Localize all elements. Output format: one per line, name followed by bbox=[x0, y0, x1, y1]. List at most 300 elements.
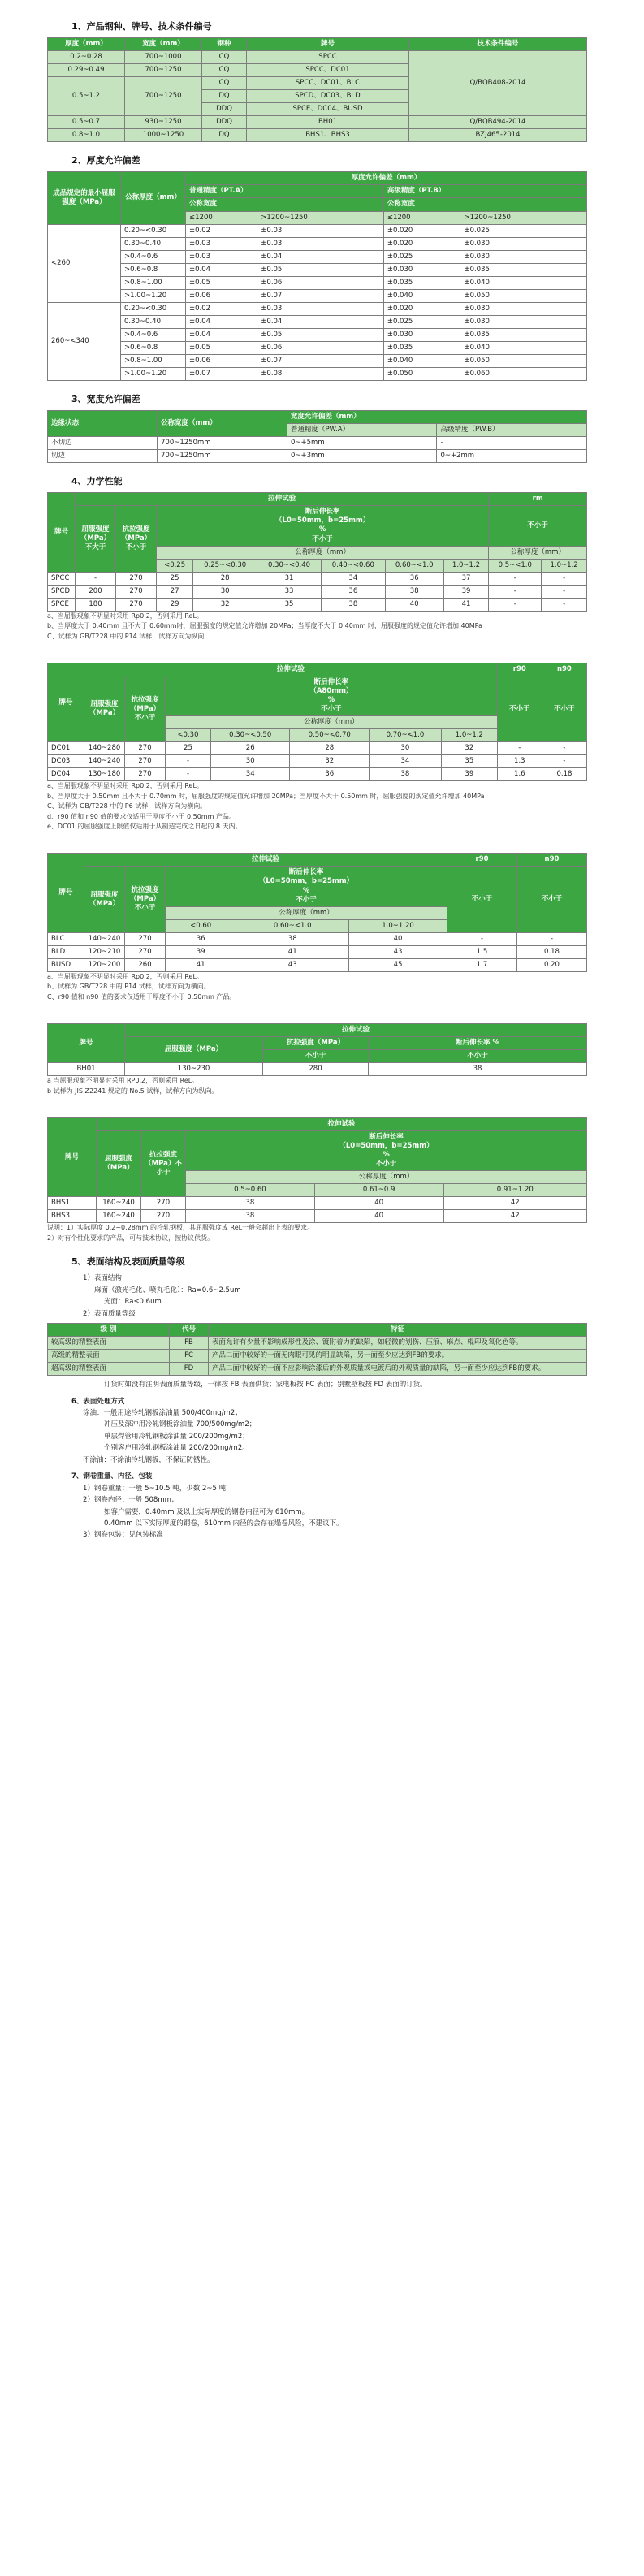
cell: ±0.03 bbox=[186, 237, 257, 250]
cell: ±0.06 bbox=[186, 289, 257, 302]
cell: 130~230 bbox=[125, 1063, 263, 1076]
cell: 260 bbox=[125, 958, 166, 971]
th-tensile-test: 拉伸试验 bbox=[125, 1024, 587, 1037]
cell: ±0.020 bbox=[383, 302, 460, 315]
cell: 产品二面中较好的一面无肉眼可见的明显缺陷，另一面至少应达到FB的要求。 bbox=[209, 1350, 587, 1363]
table-row bbox=[48, 958, 587, 971]
coil-line: 2）钢卷内径：一般 508mm； bbox=[83, 1496, 179, 1505]
cell: SPCD、DC03、BLD bbox=[247, 90, 409, 103]
cell: ±0.030 bbox=[460, 237, 587, 250]
note-line: b、当厚度大于 0.40mm 且不大于 0.60mm时，屈服强度的规定值允许增加 20MPa；当厚度不大于 0.40mm 时，屈服强度的规定值允许增加 40MPa bbox=[47, 622, 482, 630]
cell: 30 bbox=[193, 585, 257, 598]
cell: ±0.05 bbox=[186, 341, 257, 354]
cell: - bbox=[166, 755, 211, 768]
cell: 0~+5mm bbox=[287, 437, 437, 450]
cell: 42 bbox=[443, 1210, 586, 1223]
mech-table-spc-body bbox=[48, 572, 587, 611]
cell: FD bbox=[170, 1363, 209, 1376]
cell: BLC bbox=[48, 932, 84, 945]
th-n90: n90 bbox=[517, 854, 587, 867]
th-steel: 钢种 bbox=[202, 38, 247, 51]
th-ptb: 高级精度（PT.B） bbox=[383, 185, 586, 198]
th-tensile: 抗拉强度（MPa）不小于 bbox=[125, 867, 166, 932]
cell: CQ bbox=[202, 64, 247, 77]
th-t-col: <0.30 bbox=[166, 729, 211, 742]
cell: 200 bbox=[76, 585, 116, 598]
cell: 140~240 bbox=[84, 755, 125, 768]
cell: ±0.04 bbox=[186, 315, 257, 328]
cell: SPCC bbox=[48, 572, 76, 585]
cell: 700~1250mm bbox=[158, 437, 287, 450]
th-width: 宽度（mm） bbox=[125, 38, 202, 51]
th-tensile: 抗拉强度（MPa）不小于 bbox=[116, 506, 157, 572]
cell: ±0.07 bbox=[257, 355, 384, 368]
cell: BH01 bbox=[48, 1063, 125, 1076]
table-row bbox=[48, 1336, 587, 1349]
note-line: b、试样为 GB/T228 中的 P14 试样，试样方向为横向。 bbox=[47, 983, 210, 991]
th-nominal-thickness: 公称厚度（mm） bbox=[121, 172, 186, 224]
cell: - bbox=[489, 585, 542, 598]
cell: SPCE、DC04、BUSD bbox=[247, 103, 409, 116]
table-row bbox=[48, 129, 587, 142]
th-t-col: 1.0~1.2 bbox=[441, 729, 497, 742]
th-t-col: 0.60~<1.0 bbox=[236, 919, 349, 932]
th-width-tol: 宽度允许偏差（mm） bbox=[287, 411, 587, 424]
th-pwa: 普通精度（PW.A） bbox=[287, 424, 437, 437]
note-line: b、当厚度大于 0.50mm 且不大于 0.70mm 时，屈服强度的规定值允许增加 20MPa；当厚度不大于 0.50mm 时，屈服强度的规定值允许增加 40MPa bbox=[47, 792, 485, 800]
cell: 33 bbox=[257, 585, 322, 598]
treatment-line: 单层焊管用冷轧钢板涂油量 200/200mg/m2； bbox=[104, 1432, 249, 1441]
cell: - bbox=[497, 742, 542, 755]
note-line: C、试样为 GB/T228 中的 P6 试样，试样方向为横向。 bbox=[47, 802, 207, 810]
coil-info bbox=[71, 1471, 587, 1549]
cell: SPCC bbox=[247, 51, 409, 64]
th-tensile: 抗拉强度（MPa）不小于 bbox=[141, 1131, 186, 1197]
th-thickness: 厚度（mm） bbox=[48, 38, 125, 51]
cell: ±0.06 bbox=[257, 341, 384, 354]
cell: 40 bbox=[314, 1197, 443, 1210]
cell: BZJ465-2014 bbox=[409, 129, 587, 142]
cell: 高级的精整表面 bbox=[48, 1350, 170, 1363]
cell: 270 bbox=[141, 1197, 186, 1210]
width-tolerance-table bbox=[47, 410, 587, 463]
cell: 270 bbox=[116, 585, 157, 598]
note-line: d、r90 值和 n90 值的要求仅适用于厚度不小于 0.50mm 产品。 bbox=[47, 812, 236, 820]
cell: 36 bbox=[385, 572, 443, 585]
cell: 0.2~0.28 bbox=[48, 51, 125, 64]
th-n90-nls: 不小于 bbox=[542, 676, 586, 742]
table-row bbox=[48, 585, 587, 598]
th-nominal-thickness: 公称厚度（mm） bbox=[157, 546, 489, 559]
cell: - bbox=[542, 598, 587, 611]
table-row bbox=[48, 768, 587, 781]
cell: ±0.03 bbox=[257, 237, 384, 250]
table-row bbox=[48, 742, 587, 755]
th-elongation-nls: 不小于 bbox=[375, 1160, 397, 1169]
section-title-thickness-tolerance: 2、厚度允许偏差 bbox=[71, 155, 140, 166]
cell: ±0.025 bbox=[383, 250, 460, 263]
note-line: a、当屈服现象不明显时采用 Rp0.2，否则采用 ReL。 bbox=[47, 612, 203, 620]
table-row bbox=[48, 1210, 587, 1223]
cell: >0.8~1.00 bbox=[121, 355, 186, 368]
th-nominal-thickness: 公称厚度（mm） bbox=[166, 906, 447, 919]
th-grade: 牌号 bbox=[48, 1024, 125, 1063]
note-line: b 试样为 JIS Z2241 规定的 No.5 试样，试样方向为纵向。 bbox=[47, 1087, 218, 1095]
cell: 36 bbox=[166, 932, 236, 945]
cell: - bbox=[542, 572, 587, 585]
cell: 32 bbox=[290, 755, 370, 768]
th-t-col: 1.0~1.2 bbox=[542, 559, 587, 572]
section-title-mechanical: 4、力学性能 bbox=[71, 476, 123, 487]
cell: 120~210 bbox=[84, 945, 125, 958]
table-row bbox=[48, 341, 587, 354]
cell: ±0.05 bbox=[257, 328, 384, 341]
table-row bbox=[48, 1350, 587, 1363]
cell: 34 bbox=[321, 572, 385, 585]
th-t-col: 0.25~<0.30 bbox=[193, 559, 257, 572]
cell: - bbox=[542, 742, 586, 755]
cell: 39 bbox=[166, 945, 236, 958]
cell: - bbox=[517, 932, 587, 945]
cell: 39 bbox=[441, 768, 497, 781]
surface-line: 光面：Ra≤0.6um bbox=[104, 1298, 162, 1307]
th-width-b: 公称宽度 bbox=[383, 198, 586, 211]
table-row bbox=[48, 368, 587, 381]
cell: ±0.035 bbox=[383, 276, 460, 289]
cell: ±0.04 bbox=[186, 263, 257, 276]
cell: 0.29~0.49 bbox=[48, 64, 125, 77]
cell: BHS1、BHS3 bbox=[247, 129, 409, 142]
cell: ±0.040 bbox=[460, 341, 587, 354]
mech-table-bl bbox=[47, 853, 587, 971]
cell: >1.00~1.20 bbox=[121, 368, 186, 381]
cell: 700~1000 bbox=[125, 51, 202, 64]
th-spec: 技术条件编号 bbox=[409, 38, 587, 51]
cell: 160~240 bbox=[97, 1210, 141, 1223]
cell: 0~+2mm bbox=[437, 450, 587, 463]
cell: ±0.030 bbox=[460, 250, 587, 263]
cell: 130~180 bbox=[84, 768, 125, 781]
cell: 270 bbox=[125, 945, 166, 958]
cell: 700~1250 bbox=[125, 64, 202, 77]
th-elongation-title: 断后伸长率 bbox=[288, 868, 324, 877]
th-rm: rm bbox=[489, 493, 587, 506]
cell: ±0.02 bbox=[186, 224, 257, 237]
mech-table-spc bbox=[47, 492, 587, 611]
mech-table-dc-body bbox=[48, 742, 587, 781]
note-line: 说明：1）实际厚度 0.2~0.28mm 的冷轧钢板，其屈服强度或 ReL一般会超出上表的要求。 bbox=[47, 1224, 314, 1232]
cell: 34 bbox=[210, 768, 290, 781]
cell: ±0.04 bbox=[257, 315, 384, 328]
cell: ±0.030 bbox=[460, 302, 587, 315]
cell: DDQ bbox=[202, 116, 247, 129]
cell: 270 bbox=[125, 742, 166, 755]
th-elongation-pct: % bbox=[383, 1151, 390, 1160]
coil-line: 0.40mm 以下实际厚度的钢卷，610mm 内径的会存在塌卷风险，不建议下。 bbox=[104, 1519, 344, 1528]
note-line: C、r90 值和 n90 值的要求仅适用于厚度不小于 0.50mm 产品。 bbox=[47, 992, 236, 1001]
th-t-col: 0.61~0.9 bbox=[314, 1184, 443, 1197]
cell: ±0.030 bbox=[383, 328, 460, 341]
th-tensile-nls: 不小于 bbox=[263, 1050, 369, 1063]
th-t-col: 1.0~1.20 bbox=[349, 919, 447, 932]
cell: - bbox=[437, 437, 587, 450]
cell: ±0.02 bbox=[186, 302, 257, 315]
cell: 0.18 bbox=[517, 945, 587, 958]
cell: ±0.040 bbox=[460, 276, 587, 289]
cell: 34 bbox=[369, 755, 441, 768]
th-code: 代号 bbox=[170, 1323, 209, 1336]
cell: ±0.07 bbox=[257, 289, 384, 302]
cell: 41 bbox=[236, 945, 349, 958]
cell: 38 bbox=[236, 932, 349, 945]
th-t-col: <0.60 bbox=[166, 919, 236, 932]
surface-quality-table bbox=[47, 1323, 587, 1376]
cell: - bbox=[542, 755, 586, 768]
th-n90: n90 bbox=[542, 663, 586, 676]
table-row bbox=[48, 1197, 587, 1210]
cell: 38 bbox=[369, 768, 441, 781]
cell: <260 bbox=[48, 224, 121, 302]
cell: BUSD bbox=[48, 958, 84, 971]
coil-title: 7、钢卷重量、内径、包装 bbox=[71, 1472, 153, 1481]
cell: ±0.040 bbox=[383, 289, 460, 302]
treatment-line: 冲压及深冲用冷轧钢板涂油量 700/500mg/m2； bbox=[104, 1420, 257, 1429]
cell: 35 bbox=[441, 755, 497, 768]
th-nominal-thickness: 公称厚度（mm） bbox=[186, 1171, 587, 1184]
cell: ±0.035 bbox=[383, 341, 460, 354]
cell: - bbox=[76, 572, 116, 585]
mech-table-dc bbox=[47, 663, 587, 781]
note-line: e、DC01 的屈服强度上限值仅适用于从制造完成之日起的 8 天内。 bbox=[47, 822, 242, 830]
cell: 32 bbox=[193, 598, 257, 611]
mech-table-dc-notes bbox=[47, 781, 587, 832]
cell: DC04 bbox=[48, 768, 84, 781]
cell: BLD bbox=[48, 945, 84, 958]
th-grade: 牌号 bbox=[247, 38, 409, 51]
cell: 0.20 bbox=[517, 958, 587, 971]
table-row bbox=[48, 598, 587, 611]
cell: 140~240 bbox=[84, 932, 125, 945]
coil-line: 如客户需要，0.40mm 及以上实际厚度的钢卷内径可为 610mm。 bbox=[104, 1507, 309, 1516]
table-row bbox=[48, 572, 587, 585]
cell: 38 bbox=[369, 1063, 587, 1076]
cell: ±0.03 bbox=[257, 302, 384, 315]
cell: 切边 bbox=[48, 450, 158, 463]
th-elongation-gauge: （L0=50mm，b=25mm） bbox=[258, 877, 354, 886]
cell: ±0.08 bbox=[257, 368, 384, 381]
table-row bbox=[48, 237, 587, 250]
note-line: a、当屈服现象不明显时采用 Rp0.2，否则采用 ReL。 bbox=[47, 782, 203, 790]
table-row bbox=[48, 276, 587, 289]
surface-treatment bbox=[71, 1396, 587, 1467]
cell: 180 bbox=[76, 598, 116, 611]
cell: 0.30~0.40 bbox=[121, 237, 186, 250]
cell: 1.3 bbox=[497, 755, 542, 768]
th-feature: 特征 bbox=[209, 1323, 587, 1336]
note-line: C、试样为 GB/T228 中的 P14 试样，试样方向为纵向 bbox=[47, 632, 205, 640]
table-row bbox=[48, 250, 587, 263]
cell: CQ bbox=[202, 51, 247, 64]
th-elongation-gauge: （L0=50mm，b=25mm） bbox=[339, 1142, 434, 1151]
cell: 40 bbox=[385, 598, 443, 611]
mech-table-bh01 bbox=[47, 1023, 587, 1076]
th-t-col: 0.50~<0.70 bbox=[290, 729, 370, 742]
cell: 700~1250mm bbox=[158, 450, 287, 463]
table-row bbox=[48, 1063, 587, 1076]
cell: FC bbox=[170, 1350, 209, 1363]
cell: - bbox=[166, 768, 211, 781]
coil-line: 3）钢卷包装：见包装标准 bbox=[83, 1531, 163, 1540]
th-min-yield: 成品规定的最小屈服强度（MPa） bbox=[48, 172, 121, 224]
cell: 0.8~1.0 bbox=[48, 129, 125, 142]
cell: DC01 bbox=[48, 742, 84, 755]
th-elongation-pct: % bbox=[327, 696, 335, 705]
cell: 41 bbox=[166, 958, 236, 971]
table-row bbox=[48, 328, 587, 341]
cell: 30 bbox=[369, 742, 441, 755]
cell: 270 bbox=[141, 1210, 186, 1223]
coil-line: 1）钢卷重量：一般 5~10.5 吨，少数 2~5 吨 bbox=[83, 1484, 227, 1493]
th-elongation-nls: 不小于 bbox=[369, 1050, 587, 1063]
table-row bbox=[48, 1363, 587, 1376]
th-grade: 牌号 bbox=[48, 1117, 97, 1196]
cell: 不切边 bbox=[48, 437, 158, 450]
cell: ±0.06 bbox=[257, 276, 384, 289]
th-rm-thickness: 公称厚度（mm） bbox=[489, 546, 587, 559]
cell: 0.30~0.40 bbox=[121, 315, 186, 328]
th-r90: r90 bbox=[497, 663, 542, 676]
cell: 1.5 bbox=[447, 945, 517, 958]
cell: - bbox=[489, 598, 542, 611]
cell: ±0.035 bbox=[460, 328, 587, 341]
cell: ±0.05 bbox=[186, 276, 257, 289]
mech-table-spc-notes bbox=[47, 612, 587, 642]
th-elongation-title: 断后伸长率 bbox=[313, 678, 349, 686]
cell: ±0.07 bbox=[186, 368, 257, 381]
th-edge: 边缘状态 bbox=[48, 411, 158, 437]
th-elongation bbox=[166, 867, 447, 906]
cell: ±0.035 bbox=[460, 263, 587, 276]
mech-table-bhs-body bbox=[48, 1197, 587, 1223]
cell: 45 bbox=[349, 958, 447, 971]
cell: Q/BQB408-2014 bbox=[409, 51, 587, 116]
cell: 270 bbox=[125, 768, 166, 781]
cell: ±0.020 bbox=[383, 224, 460, 237]
th-elongation: 断后伸长率 % bbox=[369, 1037, 587, 1050]
cell: 30 bbox=[210, 755, 290, 768]
cell: CQ bbox=[202, 77, 247, 90]
th-elongation-title: 断后伸长率 bbox=[305, 508, 340, 516]
table-row bbox=[48, 263, 587, 276]
cell: 270 bbox=[125, 755, 166, 768]
th-elongation-pct: % bbox=[302, 886, 310, 895]
mech-table-bl-body bbox=[48, 932, 587, 971]
th-tensile: 抗拉强度（MPa） bbox=[263, 1037, 369, 1050]
table-row bbox=[48, 450, 587, 463]
cell: 25 bbox=[166, 742, 211, 755]
th-pta: 普通精度（PT.A） bbox=[186, 185, 384, 198]
thickness-tolerance-table bbox=[47, 171, 587, 381]
treatment-title: 6、表面处理方式 bbox=[71, 1397, 125, 1406]
th-thickness-tolerance: 厚度允许偏差（mm） bbox=[186, 172, 587, 185]
cell: DQ bbox=[202, 129, 247, 142]
table-row bbox=[48, 116, 587, 129]
cell: SPCD bbox=[48, 585, 76, 598]
surface-after-line: 订货时如没有注明表面质量等级，一律按 FB 表面供货；家电板按 FC 表面；别墅壁板按 FD 表面的订货。 bbox=[104, 1381, 427, 1390]
thickness-tolerance-body bbox=[48, 224, 587, 381]
th-tensile-test: 拉伸试验 bbox=[84, 663, 498, 676]
mech-table-bh01-notes bbox=[47, 1076, 587, 1096]
cell: 120~200 bbox=[84, 958, 125, 971]
treatment-line: 涂油：一般用途冷轧钢板涂油量 500/400mg/m2； bbox=[83, 1409, 242, 1417]
cell: DDQ bbox=[202, 103, 247, 116]
cell: 270 bbox=[125, 932, 166, 945]
th-grade: 牌号 bbox=[48, 663, 84, 741]
th-level: 级 别 bbox=[48, 1323, 170, 1336]
cell: 37 bbox=[443, 572, 489, 585]
cell: ±0.060 bbox=[460, 368, 587, 381]
cell: 25 bbox=[157, 572, 193, 585]
cell: ±0.030 bbox=[460, 315, 587, 328]
cell: 270 bbox=[116, 598, 157, 611]
cell: 较高级的精整表面 bbox=[48, 1336, 170, 1349]
cell: 43 bbox=[236, 958, 349, 971]
cell: ±0.04 bbox=[257, 250, 384, 263]
note-line: 2）对有个性化要求的产品，可与技术协议，按协议供货。 bbox=[47, 1234, 214, 1242]
cell: 40 bbox=[349, 932, 447, 945]
table-row bbox=[48, 355, 587, 368]
th-t-col: 0.40~<0.60 bbox=[321, 559, 385, 572]
th-t-col: 0.30~<0.50 bbox=[210, 729, 290, 742]
th-pwb: 高级精度（PW.B） bbox=[437, 424, 587, 437]
th-yield: 屈服强度（MPa） bbox=[84, 867, 125, 932]
cell: 41 bbox=[443, 598, 489, 611]
th-elongation-pct: % bbox=[318, 525, 326, 534]
cell: 0.5~0.7 bbox=[48, 116, 125, 129]
th-w-col: ≤1200 bbox=[186, 211, 257, 224]
th-width-a: 公称宽度 bbox=[186, 198, 384, 211]
section-title-products: 1、产品钢种、牌号、技术条件编号 bbox=[71, 21, 212, 32]
cell: 31 bbox=[257, 572, 322, 585]
cell: ±0.025 bbox=[383, 315, 460, 328]
cell: 0~+3mm bbox=[287, 450, 437, 463]
th-grade: 牌号 bbox=[48, 493, 76, 572]
cell: ±0.040 bbox=[383, 355, 460, 368]
cell: SPCC、DC01、BLC bbox=[247, 77, 409, 90]
cell: 260~<340 bbox=[48, 302, 121, 380]
cell: ±0.06 bbox=[186, 355, 257, 368]
th-elongation bbox=[186, 1131, 587, 1171]
th-tensile-test: 拉伸试验 bbox=[97, 1117, 587, 1130]
mech-table-bl-notes bbox=[47, 972, 587, 1002]
cell: >1.00~1.20 bbox=[121, 289, 186, 302]
cell: 0.20~<0.30 bbox=[121, 224, 186, 237]
cell: 26 bbox=[210, 742, 290, 755]
cell: ±0.050 bbox=[460, 289, 587, 302]
cell: 超高级的精整表面 bbox=[48, 1363, 170, 1376]
treatment-line: 个别客户用冷轧钢板涂油量 200/200mg/m2。 bbox=[104, 1444, 249, 1453]
cell: 36 bbox=[290, 768, 370, 781]
th-tensile: 抗拉强度（MPa）不小于 bbox=[125, 676, 166, 742]
mech-table-bhs bbox=[47, 1117, 587, 1223]
cell: ±0.020 bbox=[383, 237, 460, 250]
cell: 35 bbox=[257, 598, 322, 611]
cell: >0.4~0.6 bbox=[121, 250, 186, 263]
cell: 39 bbox=[443, 585, 489, 598]
th-t-col: <0.25 bbox=[157, 559, 193, 572]
cell: 160~240 bbox=[97, 1197, 141, 1210]
th-nominal-thickness: 公称厚度（mm） bbox=[166, 716, 498, 729]
